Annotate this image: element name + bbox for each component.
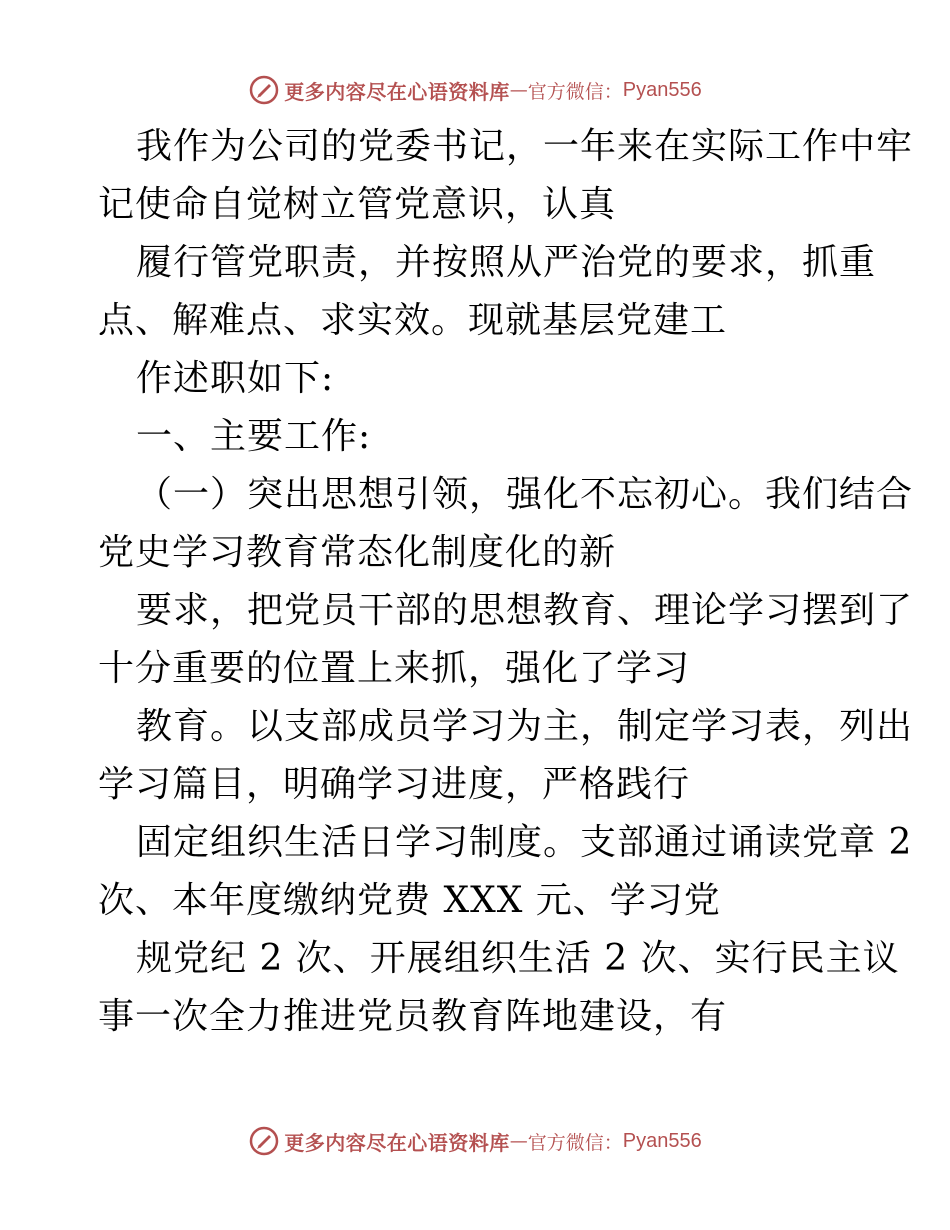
watermark-separator: — <box>509 1130 528 1152</box>
footer-watermark <box>0 1124 950 1158</box>
body-line: 教育。以支部成员学习为主，制定学习表，列出 <box>136 706 914 747</box>
body-line: 记使命自觉树立管党意识，认真 <box>98 184 617 225</box>
document-body <box>98 118 914 1046</box>
body-line: 要求，把党员干部的思想教育、理论学习摆到了 <box>136 590 914 631</box>
watermark-logo-icon <box>248 74 280 106</box>
body-line: 党史学习教育常态化制度化的新 <box>98 532 617 573</box>
body-line: （一）突出思想引领，强化不忘初心。我们结合 <box>136 474 914 515</box>
watermark-id: Pyan556 <box>622 78 702 101</box>
watermark-sub: 官方微信： <box>527 80 623 103</box>
watermark-separator: — <box>509 79 528 101</box>
body-line: 规党纪 2 次、开展组织生活 2 次、实行民主议 <box>136 938 900 979</box>
body-line: 履行管党职责，并按照从严治党的要求，抓重 <box>136 242 877 283</box>
body-line: 固定组织生活日学习制度。支部通过诵读党章 2 <box>136 822 913 863</box>
body-line: 我作为公司的党委书记，一年来在实际工作中牢 <box>136 126 914 167</box>
body-line: 点、解难点、求实效。现就基层党建工 <box>98 300 728 341</box>
watermark-text: 更多内容尽在心语资料库 <box>284 1130 510 1155</box>
watermark-text: 更多内容尽在心语资料库 <box>284 79 510 104</box>
body-line: 事一次全力推进党员教育阵地建设，有 <box>98 996 728 1037</box>
section-heading: 一、主要工作: <box>136 416 372 457</box>
body-line: 学习篇目，明确学习进度，严格践行 <box>98 764 691 805</box>
watermark-id: Pyan556 <box>622 1129 702 1152</box>
watermark-logo-icon <box>248 1125 280 1157</box>
watermark-sub: 官方微信： <box>527 1131 623 1154</box>
body-line: 十分重要的位置上来抓，强化了学习 <box>98 648 691 689</box>
header-watermark <box>0 73 950 107</box>
body-line: 次、本年度缴纳党费 XXX 元、学习党 <box>98 880 721 921</box>
body-line: 作述职如下: <box>136 358 335 399</box>
